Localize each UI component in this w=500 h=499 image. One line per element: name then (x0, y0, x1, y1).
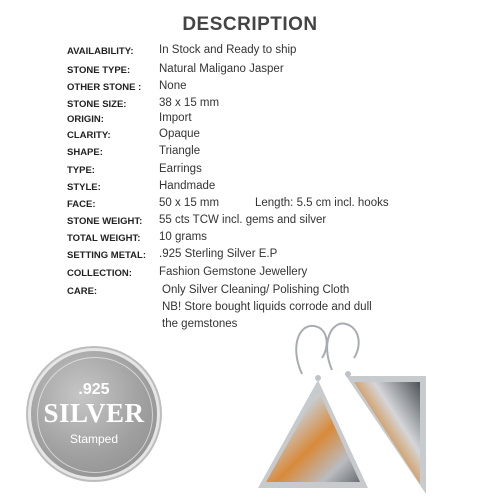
stone-left (266, 390, 360, 482)
badge-silver-text: SILVER (43, 398, 145, 428)
badge-stamped-text: Stamped (69, 432, 119, 446)
value-length: Length: 5.5 cm incl. hooks (255, 197, 389, 209)
silver-stamp-badge (31, 351, 157, 477)
value-stone-weight: 55 cts TCW incl. gems and silver (159, 214, 327, 226)
label-care: CARE: (67, 286, 98, 297)
value-face: 50 x 15 mm (159, 197, 220, 209)
label-stone-size: STONE SIZE: (67, 99, 127, 110)
value-type: Earrings (159, 163, 202, 175)
value-other-stone: None (159, 80, 187, 92)
badge-925-text: .925 (78, 381, 110, 398)
label-clarity: CLARITY: (67, 130, 111, 141)
value-origin: Import (159, 112, 192, 124)
value-care: Only Silver Cleaning/ Polishing Cloth (162, 284, 350, 296)
label-type: TYPE: (67, 165, 95, 176)
value-clarity: Opaque (159, 128, 200, 140)
value-style: Handmade (159, 180, 216, 192)
value-stone-size: 38 x 15 mm (159, 97, 220, 109)
label-other-stone: OTHER STONE : (67, 82, 142, 93)
hook-right (327, 324, 359, 370)
value-shape: Triangle (159, 145, 201, 157)
hook-left (296, 326, 326, 374)
label-face: FACE: (67, 199, 96, 210)
label-origin: ORIGIN: (67, 114, 104, 125)
page-title: DESCRIPTION (182, 14, 318, 35)
earrings-photo (250, 318, 450, 496)
care-note-line-1: NB! Store bought liquids corrode and dull (162, 301, 372, 313)
label-availability: AVAILABILITY: (67, 46, 134, 57)
label-stone-type: STONE TYPE: (67, 65, 131, 76)
jump-ring-right (345, 371, 351, 377)
label-total-weight: TOTAL WEIGHT: (67, 233, 141, 244)
value-stone-type: Natural Maligano Jasper (159, 63, 284, 75)
label-collection: COLLECTION: (67, 268, 132, 279)
label-stone-weight: STONE WEIGHT: (67, 216, 143, 227)
label-shape: SHAPE: (67, 147, 103, 158)
value-setting-metal: .925 Sterling Silver E.P (159, 248, 278, 260)
value-availability: In Stock and Ready to ship (159, 44, 297, 56)
label-setting-metal: SETTING METAL: (67, 250, 146, 261)
label-style: STYLE: (67, 182, 101, 193)
value-total-weight: 10 grams (159, 231, 207, 243)
value-collection: Fashion Gemstone Jewellery (159, 266, 308, 278)
jump-ring-left (315, 375, 321, 381)
care-note-line-2: the gemstones (162, 318, 238, 330)
